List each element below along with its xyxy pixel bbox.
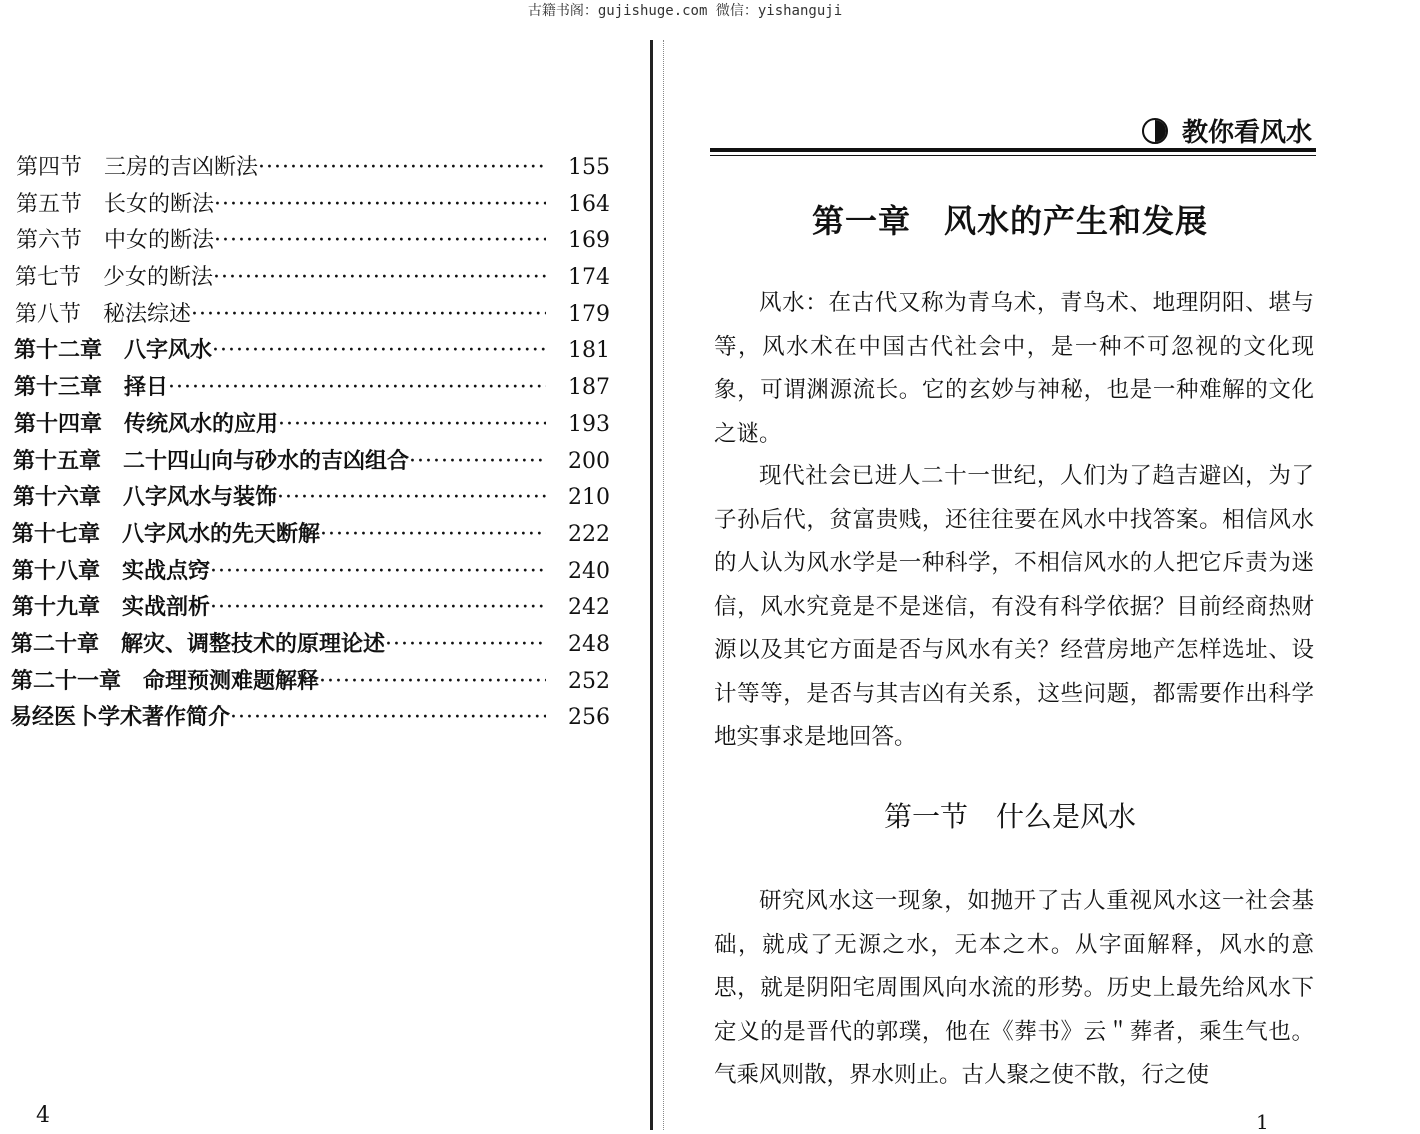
toc-entry-page: 181 xyxy=(568,338,610,364)
right-page-number: 1 xyxy=(1256,1110,1269,1134)
toc-entry-title: 易经医卜学术著作简介 xyxy=(10,704,231,731)
running-header-text: 教你看风水 xyxy=(1181,118,1312,148)
toc-entry xyxy=(14,333,610,370)
running-header xyxy=(1142,112,1312,149)
toc-entry-number: 第十六章 xyxy=(13,484,102,511)
right-page xyxy=(700,0,1320,1134)
toc-leader-dots xyxy=(210,559,546,584)
toc-entry-title: 实战剖析 xyxy=(122,594,211,621)
toc-leader-dots xyxy=(212,338,546,363)
toc-entry xyxy=(11,664,610,701)
toc-entry xyxy=(15,297,610,334)
watermark: 古籍书阁：gujishuge.com 微信：yishanguji xyxy=(527,3,843,19)
toc-leader-dots xyxy=(277,485,546,510)
toc-entry-page: 256 xyxy=(568,705,610,731)
paragraph-2: 现代社会已进人二十一世纪，人们为了趋吉避凶，为了子孙后代，贫富贵贱，还往往要在风水中找答案。相信风水的人认为风水学是一种科学，不相信风水的人把它斥责为迷信，风水究竟是不是迷信，有没有科学依据？目前经商热财源以及其它方面是否与风水有关？经营房地产怎样选址、设计等等，是否与其吉凶有关系，这些问题，都需要作出科学地实事求是地回答。 xyxy=(714,463,1314,750)
toc-leader-dots xyxy=(278,412,546,437)
toc-entry-title: 长女的断法 xyxy=(104,191,215,217)
toc-entry xyxy=(16,187,610,224)
toc-entry-page: 240 xyxy=(568,558,610,584)
toc-entry xyxy=(14,407,610,444)
toc-entry-number: 第十九章 xyxy=(12,594,101,621)
toc-entry-number: 第四节 xyxy=(16,155,83,180)
toc-entry-title: 实战点窍 xyxy=(122,557,211,584)
paragraph-1: 风水：在古代又称为青乌术，青鸟术、地理阴阳、堪与等，风水术在中国古代社会中，是一种不可忽视的文化现象，可谓渊源流长。它的玄妙与神秘，也是一种难解的文化之谜。 xyxy=(714,290,1314,447)
toc-entry-title: 秘法综述 xyxy=(103,301,192,327)
toc-leader-dots xyxy=(409,449,546,474)
toc-entry-page: 210 xyxy=(568,485,610,511)
toc-entry-title: 命理预测难题解释 xyxy=(143,667,320,694)
toc-entry-page: 248 xyxy=(568,631,610,657)
toc-entry xyxy=(11,627,610,664)
toc-entry-title: 八字风水 xyxy=(124,337,213,364)
yin-yang-icon xyxy=(1142,118,1168,144)
toc-entry-title: 二十四山向与砂水的吉凶组合 xyxy=(123,447,410,474)
toc-entry xyxy=(15,260,610,297)
toc-entry-number: 第六节 xyxy=(16,228,83,254)
book-gutter xyxy=(650,40,664,1130)
toc-entry xyxy=(10,700,610,737)
toc-entry-page: 179 xyxy=(568,301,610,327)
toc-leader-dots xyxy=(320,522,546,547)
toc-entry-number: 第十四章 xyxy=(14,410,103,437)
toc-entry-title: 解灾、调整技术的原理论述 xyxy=(121,630,386,657)
toc-leader-dots xyxy=(258,155,546,180)
toc-entry-title: 择日 xyxy=(124,374,169,401)
left-page-number: 4 xyxy=(36,1103,50,1128)
toc-leader-dots xyxy=(230,705,546,730)
toc-entry xyxy=(16,150,610,187)
toc-entry xyxy=(16,223,610,260)
toc-entry-page: 222 xyxy=(568,521,610,547)
toc-entry-page: 252 xyxy=(568,668,610,694)
toc-leader-dots xyxy=(319,669,546,694)
toc-leader-dots xyxy=(214,228,546,253)
toc-entry-number: 第五节 xyxy=(16,191,83,217)
toc-entry-page: 187 xyxy=(568,375,610,401)
toc-entry-number: 第二十一章 xyxy=(11,667,122,694)
toc-entry-title: 八字风水的先天断解 xyxy=(122,520,321,547)
section-title: 第一节 什么是风水 xyxy=(883,800,1136,833)
toc-entry xyxy=(13,444,610,481)
toc-entry-number: 第八节 xyxy=(15,301,82,327)
toc-entry-number: 第七节 xyxy=(15,265,82,291)
toc-entry-title: 少女的断法 xyxy=(103,265,214,291)
toc-entry-number: 第十七章 xyxy=(12,520,101,547)
chapter-title: 第一章 风水的产生和发展 xyxy=(811,202,1208,240)
toc-entry-page: 164 xyxy=(568,191,610,217)
paragraph-3: 研究风水这一现象，如抛开了古人重视风水这一社会基础，就成了无源之水，无本之木。从字面解释，风水的意思，就是阴阳宅周围风向水流的形势。历史上最先给风水下定义的是晋代的郭璞，他在《葬书》云＂葬者，乘生气也。气乘风则散，界水则止。古人聚之使不散，行之使 xyxy=(714,888,1314,1088)
toc-leader-dots xyxy=(191,302,546,327)
toc-entry xyxy=(12,554,610,591)
toc-entry-number: 第十三章 xyxy=(14,374,103,401)
left-page xyxy=(0,0,640,1130)
toc-leader-dots xyxy=(214,192,546,217)
toc-entry-page: 155 xyxy=(568,155,610,180)
toc-entry-number: 第十二章 xyxy=(14,337,103,364)
header-rule-thick xyxy=(710,148,1316,152)
toc-entry-page: 193 xyxy=(568,411,610,437)
toc-entry-page: 169 xyxy=(568,228,610,254)
toc-entry-title: 八字风水与装饰 xyxy=(123,484,278,511)
toc-entry xyxy=(14,370,610,407)
toc-entry xyxy=(12,517,610,554)
toc-leader-dots xyxy=(385,632,546,657)
toc-entry-title: 传统风水的应用 xyxy=(124,410,279,437)
toc-entry xyxy=(13,480,610,517)
toc-entry-title: 三房的吉凶断法 xyxy=(104,155,259,180)
toc-entry-title: 中女的断法 xyxy=(104,228,215,254)
header-rule-thin xyxy=(710,155,1316,156)
toc-entry-number: 第十五章 xyxy=(13,447,102,474)
toc-entry-number: 第二十章 xyxy=(11,630,100,657)
table-of-contents xyxy=(10,150,610,737)
toc-entry-page: 200 xyxy=(568,448,610,474)
toc-entry xyxy=(12,590,610,627)
toc-leader-dots xyxy=(168,375,546,400)
toc-leader-dots xyxy=(210,595,546,620)
toc-entry-page: 174 xyxy=(568,265,610,291)
toc-entry-number: 第十八章 xyxy=(12,557,101,584)
toc-leader-dots xyxy=(213,265,546,290)
toc-entry-page: 242 xyxy=(568,595,610,621)
